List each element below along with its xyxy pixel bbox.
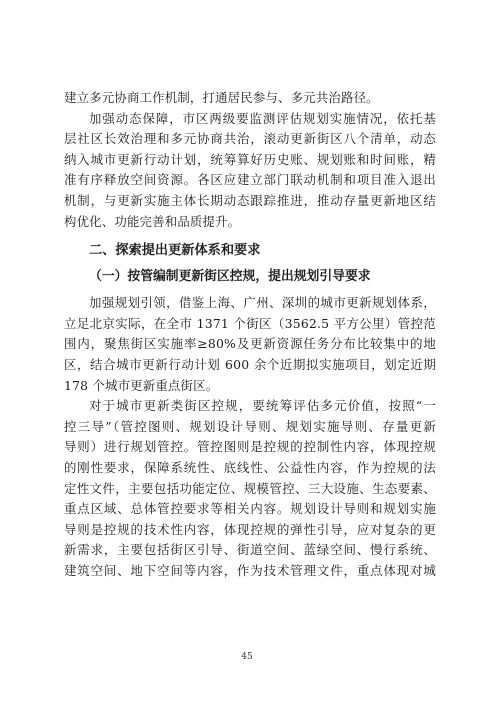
- text-line: 立足北京实际，在全市 1371 个街区（3562.5 平方公里）管控范: [64, 315, 436, 331]
- paragraph-dynamic-guarantee: [64, 109, 436, 233]
- text-line: 建筑空间、地下空间等内容，作为技术管理文件，重点体现对城: [64, 562, 436, 578]
- text-line: 加强动态保障，市区两级要监测评估规划实施情况，依托基: [89, 110, 436, 126]
- text-line: 对于城市更新类街区控规，要统筹评估多元价值，按照“一: [89, 398, 436, 414]
- text-line: 建立多元协商工作机制，打通居民参与、多元共治路径。: [64, 90, 379, 105]
- text-line: 加强规划引领，借鉴上海、广州、深圳的城市更新规划体系，: [89, 295, 436, 311]
- text-line: 导则）进行规划管控。管控图则是控规的控制性内容，体现控规: [64, 439, 436, 455]
- text-line: 新需求，主要包括街区引导、街道空间、蓝绿空间、慢行系统、: [64, 542, 436, 558]
- page-body: [64, 88, 436, 581]
- text-line: 准有序释放空间资源。各区应建立部门联动机制和项目准入退出: [64, 172, 436, 188]
- paragraph-continuation: [64, 88, 436, 109]
- text-line: 的刚性要求，保障系统性、底线性、公益性内容，作为控规的法: [64, 459, 436, 475]
- page-number: 45: [241, 652, 253, 662]
- text-line: 区，结合城市更新行动计划 600 余个近期拟实施项目，划定近期: [64, 356, 436, 372]
- text-line: 构优化、功能完善和品质提升。: [64, 213, 241, 229]
- text-line: 层社区长效治理和多元协商共治，滚动更新街区八个清单，动态: [64, 131, 436, 147]
- text-line: 重点区域、总体管控要求等相关内容。规划设计导则和规划实施: [64, 501, 436, 517]
- paragraph-regulatory-plan: [64, 396, 436, 581]
- text-line: 导则是控规的技术性内容，体现控规的弹性引导，应对复杂的更: [64, 521, 436, 537]
- text-line: 机制，与更新实施主体长期动态跟踪推进，推动存量更新地区结: [64, 192, 436, 208]
- section-heading: 二、探索提出更新体系和要求: [89, 243, 261, 259]
- subsection-heading: （一）按管编制更新街区控规，提出规划引导要求: [89, 269, 371, 285]
- text-line: 定性文件，主要包括功能定位、规模管控、三大设施、生态要素、: [64, 480, 436, 496]
- text-line: 围内，聚焦街区实施率≥80%及更新资源任务分布比较集中的地: [64, 336, 436, 352]
- text-line: 178 个城市更新重点街区。: [64, 377, 219, 393]
- text-line: 纳入城市更新行动计划，统筹算好历史账、规划账和时间账，精: [64, 151, 436, 167]
- text-line: 控三导”（管控图则、规划设计导则、规划实施导则、存量更新: [64, 418, 436, 434]
- paragraph-planning-guidance: [64, 293, 436, 396]
